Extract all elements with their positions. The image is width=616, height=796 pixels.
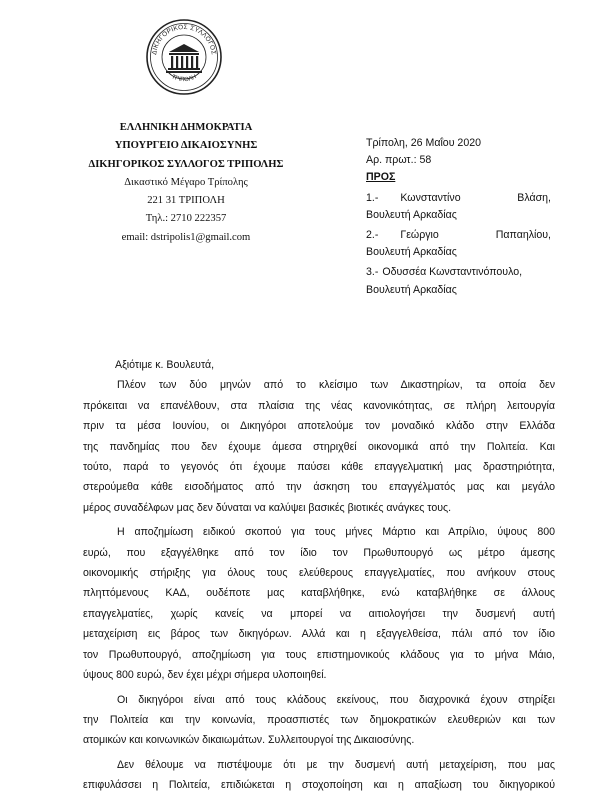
sender-address-building: Δικαστικό Μέγαρο Τρίπολης [124,176,248,188]
paragraph-line: τούτο, παρά το γεγονός ότι έχουμε παύσει κάθε επαγγελματική μας δραστηριότητα, [83,461,555,474]
paragraph-line: πληττόμενους ΚΑΔ, ουδέποτε μας καταβλήθηκε, ενώ καταβλήθηκε σε άλλους [83,587,555,600]
paragraph-line: τον Πρωθυπουργό, αποζημίωση για τους επιστημονικούς κλάδους για το μήνα Μάιο, [83,648,555,661]
seal-ring-text: ΔΙΚΗΓΟΡΙΚΟΣ ΣΥΛΛΟΓΟΣ [151,23,217,56]
paragraph-line: Πλέον των δύο μηνών από το κλείσιμο των Δικαστηρίων, τα οποία δεν [117,379,555,392]
recipient-first-name: Γεώργιο [400,229,439,242]
paragraph-2 [83,522,555,685]
paragraph-line: επαγγελματίες, χωρίς κανείς να μπορεί να αιτιολογήσει την δυσμενή αυτή [83,607,555,620]
paragraph-line: την Πολιτεία και την κοινωνία, προασπιστές των δημοκρατικών ελευθεριών και των [83,713,555,726]
salutation: Αξιότιμε κ. Βουλευτά, [115,359,215,371]
svg-text:ΤΡΙΠΟΛΗ [170,74,197,83]
recipient-role: Βουλευτή Αρκαδίας [366,208,457,221]
paragraph-4 [83,755,555,796]
recipient-number: 1.- [366,191,379,204]
letter-meta [366,135,551,299]
sender-ministry: ΥΠΟΥΡΓΕΙΟ ΔΙΚΑΙΟΣΥΝΗΣ [114,140,258,152]
recipient-number: 3.- [366,266,379,279]
recipient-role: Βουλευτή Αρκαδίας [366,283,457,296]
recipient-3 [366,264,551,298]
paragraph-line: Η αποζημίωση ειδικού σκοπού για τους μήνες Μάρτιο και Απρίλιο, ύψους 800 [117,526,555,539]
sender-block [55,119,317,247]
paragraph-line: πριν τα μέσα Ιουνίου, οι Δικηγόροι αποτελούμε τον μοναδικό κλάδο στην Ελλάδα [83,420,555,433]
paragraph-line: μέρος συναδέλφων μας δεν δύναται να καλύψει βασικές βιοτικές ανάγκες τους. [83,501,452,514]
sender-address-city: 221 31 ΤΡΙΠΟΛΗ [147,195,225,207]
sender-country: ΕΛΛΗΝΙΚΗ ΔΗΜΟΚΡΑΤΙΑ [119,122,253,133]
paragraph-line: ατομικών και κοινωνικών δικαιωμάτων. Συλλειτουργοί της Δικαιοσύνης. [83,734,415,747]
recipient-1 [366,190,551,224]
paragraph-line: της πανδημίας που δεν έχουμε άμεσα στηριχθεί οικονομικά από την Πολιτεία. Και [83,440,555,453]
sender-phone: Τηλ.: 2710 222357 [145,213,227,225]
recipient-2 [366,227,551,261]
recipient-last-name: Βλάση, [517,191,551,204]
protocol-number: Αρ. πρωτ.: 58 [366,154,432,167]
paragraph-line: στερούμεθα κάθε εισοδήματος από την άσκηση του επαγγέλματός μας και μεγάλο [83,481,555,494]
sender-email: email: dstripolis1@gmail.com [121,231,251,243]
paragraph-3 [83,690,555,751]
paragraph-line: ύψους 800 ευρώ, δεν έχει μέχρι σήμερα υλοποιηθεί. [83,669,327,682]
seal-emblem-icon [145,18,223,96]
bar-association-seal [145,18,223,96]
recipients-label: ΠΡΟΣ [366,171,396,184]
paragraph-line: Δεν θέλουμε να πιστέψουμε ότι με την δυσμενή αυτή μεταχείριση, που μας [117,758,555,771]
letter-date: Τρίπολη, 26 Μαΐου 2020 [366,137,481,149]
seal-bottom-text: ΤΡΙΠΟΛΗ [170,74,198,84]
recipient-number: 2.- [366,229,379,242]
paragraph-1 [83,375,555,518]
paragraph-line: Οι δικηγόροι είναι από τους κλάδους εκείνους, που διαχρονικά έχουν στηρίξει [117,693,555,706]
recipient-last-name: Παπαηλίου, [495,229,551,242]
recipient-full-name: Οδυσσέα Κωνσταντινόπουλο, [382,266,523,279]
paragraph-line: επιφυλάσσει η Πολιτεία, επιδιώκεται η στοχοποίηση και η απαξίωση του δικηγορικού [83,779,555,792]
paragraph-line: μεταχείριση εις βάρος των δικηγόρων. Αλλά και η εξαγγελθείσα, πάλι από τον ίδιο [83,628,555,641]
recipient-role: Βουλευτή Αρκαδίας [366,246,457,259]
paragraph-line: οικονομικής στήριξης για όλους τους ελεύθερους επαγγελματίες, που ανήκουν στους [83,567,555,580]
recipient-first-name: Κωνσταντίνο [400,191,461,204]
paragraph-line: ευρώ, που εξαγγέλθηκε από τον ίδιο τον Πρωθυπουργό ως μέτρο άμεσης [83,546,555,559]
paragraph-line: πρόκειται να επανέλθουν, στα πλαίσια της νέας κανονικότητας, σε πλήρη λειτουργία [83,399,555,412]
sender-organization: ΔΙΚΗΓΟΡΙΚΟΣ ΣΥΛΛΟΓΟΣ ΤΡΙΠΟΛΗΣ [88,158,284,170]
letter-body [83,355,555,796]
